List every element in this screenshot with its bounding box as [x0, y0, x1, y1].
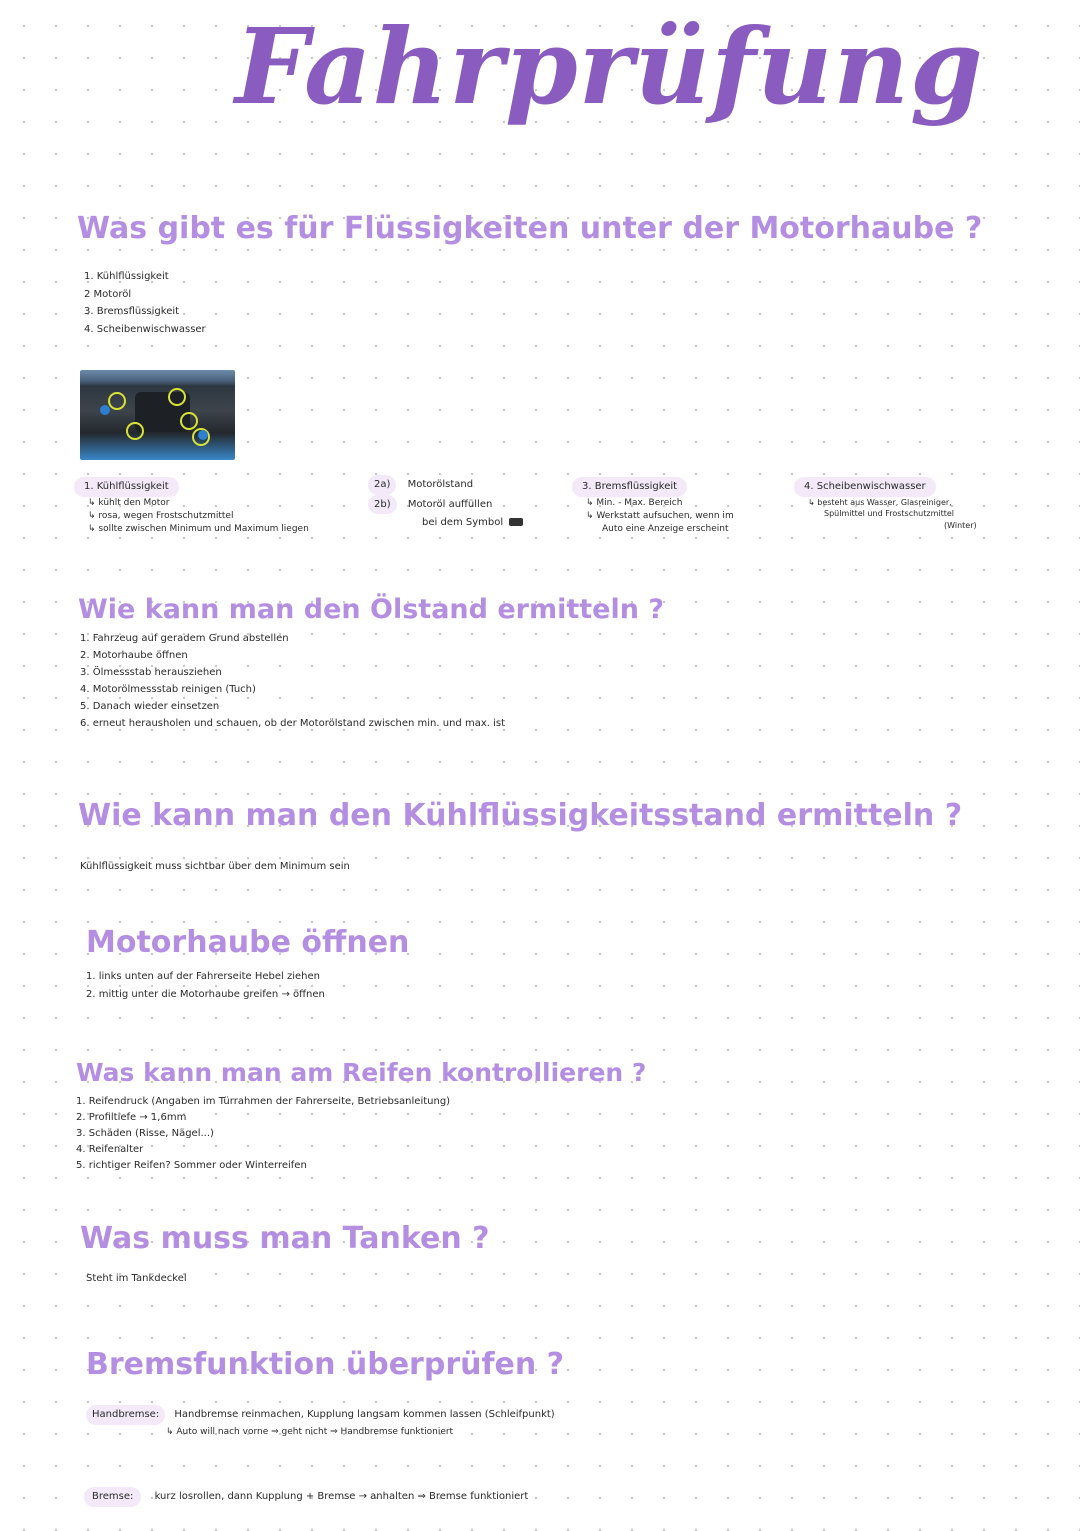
- coolant-details: [74, 477, 309, 536]
- oil-text-c: bei dem Symbol: [422, 517, 504, 528]
- list-item: 3. Ölmessstab herausziehen: [80, 667, 222, 678]
- list-item: 3. Schäden (Risse, Nägel...): [76, 1128, 214, 1139]
- oil-details: [368, 475, 523, 532]
- oil-level-heading: Wie kann man den Ölstand ermitteln ?: [78, 594, 665, 625]
- list-item: ↳ besteht aus Wasser, Glasreiniger,: [808, 497, 952, 507]
- list-item: ↳ sollte zwischen Minimum und Maximum liegen: [88, 523, 309, 534]
- hood-heading: Motorhaube öffnen: [86, 925, 410, 960]
- oil-label-a: 2a): [368, 475, 396, 495]
- oil-level-steps: [80, 630, 505, 732]
- list-item: 4. Motorölmessstab reinigen (Tuch): [80, 684, 256, 695]
- list-item: 2. mittig unter die Motorhaube greifen → öffnen: [86, 988, 325, 1000]
- list-item: ↳ Werkstatt aufsuchen, wenn im: [586, 510, 734, 521]
- list-item: 1. Reifendruck (Angaben im Türrahmen der Fahrerseite, Betriebsanleitung): [76, 1096, 451, 1107]
- list-item: 1. links unten auf der Fahrerseite Hebel ziehen: [86, 971, 320, 982]
- paragraph: Kühlflüssigkeit muss sichtbar über dem Minimum sein: [80, 861, 350, 872]
- handbrake-check: [86, 1405, 555, 1440]
- oil-label-b: 2b): [368, 495, 397, 515]
- coolant-title: 1. Kühlflüssigkeit: [74, 477, 179, 497]
- list-item: (Winter): [944, 520, 977, 530]
- fluids-list: [84, 268, 206, 338]
- list-item: 1. Fahrzeug auf geradem Grund abstellen: [80, 633, 289, 644]
- marker-ring: [168, 388, 186, 406]
- marker-ring: [126, 422, 144, 440]
- oil-text-b: Motoröl auffüllen: [407, 498, 493, 510]
- list-item: Auto eine Anzeige erscheint: [602, 523, 729, 534]
- list-item: 5. richtiger Reifen? Sommer oder Winterreifen: [76, 1160, 307, 1171]
- list-item: ↳ kühlt den Motor: [88, 497, 170, 508]
- oil-can-icon: [509, 518, 523, 526]
- paragraph: Steht im Tankdeckel: [86, 1273, 187, 1284]
- fluids-heading: Was gibt es für Flüssigkeiten unter der Motorhaube ?: [77, 211, 983, 246]
- brake-check: [84, 1487, 528, 1507]
- list-item: 6. erneut herausholen und schauen, ob der Motorölstand zwischen min. und max. ist: [80, 718, 505, 729]
- fuel-text: [86, 1270, 187, 1288]
- oil-text-a: Motorölstand: [407, 479, 474, 490]
- tires-steps: [76, 1094, 450, 1174]
- handbrake-label: Handbremse:: [86, 1405, 165, 1425]
- washer-title: 4. Scheibenwischwasser: [794, 477, 936, 497]
- reservoir-cap: [198, 430, 208, 440]
- hood-steps: [86, 968, 325, 1003]
- reservoir-cap: [100, 405, 110, 415]
- brake-label: Bremse:: [84, 1487, 141, 1507]
- coolant-level-text: [80, 858, 350, 876]
- list-item: 4. Scheibenwischwasser: [84, 323, 206, 335]
- engine-bay-photo: [80, 370, 235, 460]
- fuel-heading: Was muss man Tanken ?: [80, 1221, 490, 1256]
- marker-ring: [180, 412, 198, 430]
- list-item: 4. Reifenalter: [76, 1144, 144, 1155]
- list-item: 3. Bremsflüssigkeit: [84, 306, 180, 317]
- handbrake-text: Handbremse reinmachen, Kupplung langsam kommen lassen (Schleifpunkt): [174, 1409, 555, 1420]
- page-title: Fahrprüfung: [235, 5, 984, 128]
- list-item: ↳ rosa, wegen Frostschutzmittel: [88, 510, 234, 521]
- list-item: ↳ Min. - Max. Bereich: [586, 497, 683, 508]
- list-item: 2. Profiltiefe → 1,6mm: [76, 1112, 187, 1123]
- list-item: 2 Motoröl: [84, 288, 132, 300]
- list-item: 2. Motorhaube öffnen: [80, 650, 188, 661]
- brake-fluid-details: [572, 477, 734, 536]
- list-item: 5. Danach wieder einsetzen: [80, 701, 220, 712]
- tires-heading: Was kann man am Reifen kontrollieren ?: [76, 1058, 647, 1087]
- washer-details: [794, 477, 977, 531]
- coolant-level-heading: Wie kann man den Kühlflüssigkeitsstand ermitteln ?: [78, 798, 963, 833]
- handbrake-sub: ↳ Auto will nach vorne ⇒ geht nicht ⇒ Handbremse funktioniert: [166, 1426, 454, 1437]
- list-item: 1. Kühlflüssigkeit: [84, 271, 169, 282]
- marker-ring: [108, 392, 126, 410]
- brake-title: 3. Bremsflüssigkeit: [572, 477, 687, 497]
- list-item: Spülmittel und Frostschutzmittel: [824, 509, 954, 519]
- brake-text: kurz losrollen, dann Kupplung + Bremse → anhalten ⇒ Bremse funktioniert: [154, 1491, 529, 1502]
- brakes-heading: Bremsfunktion überprüfen ?: [86, 1347, 565, 1382]
